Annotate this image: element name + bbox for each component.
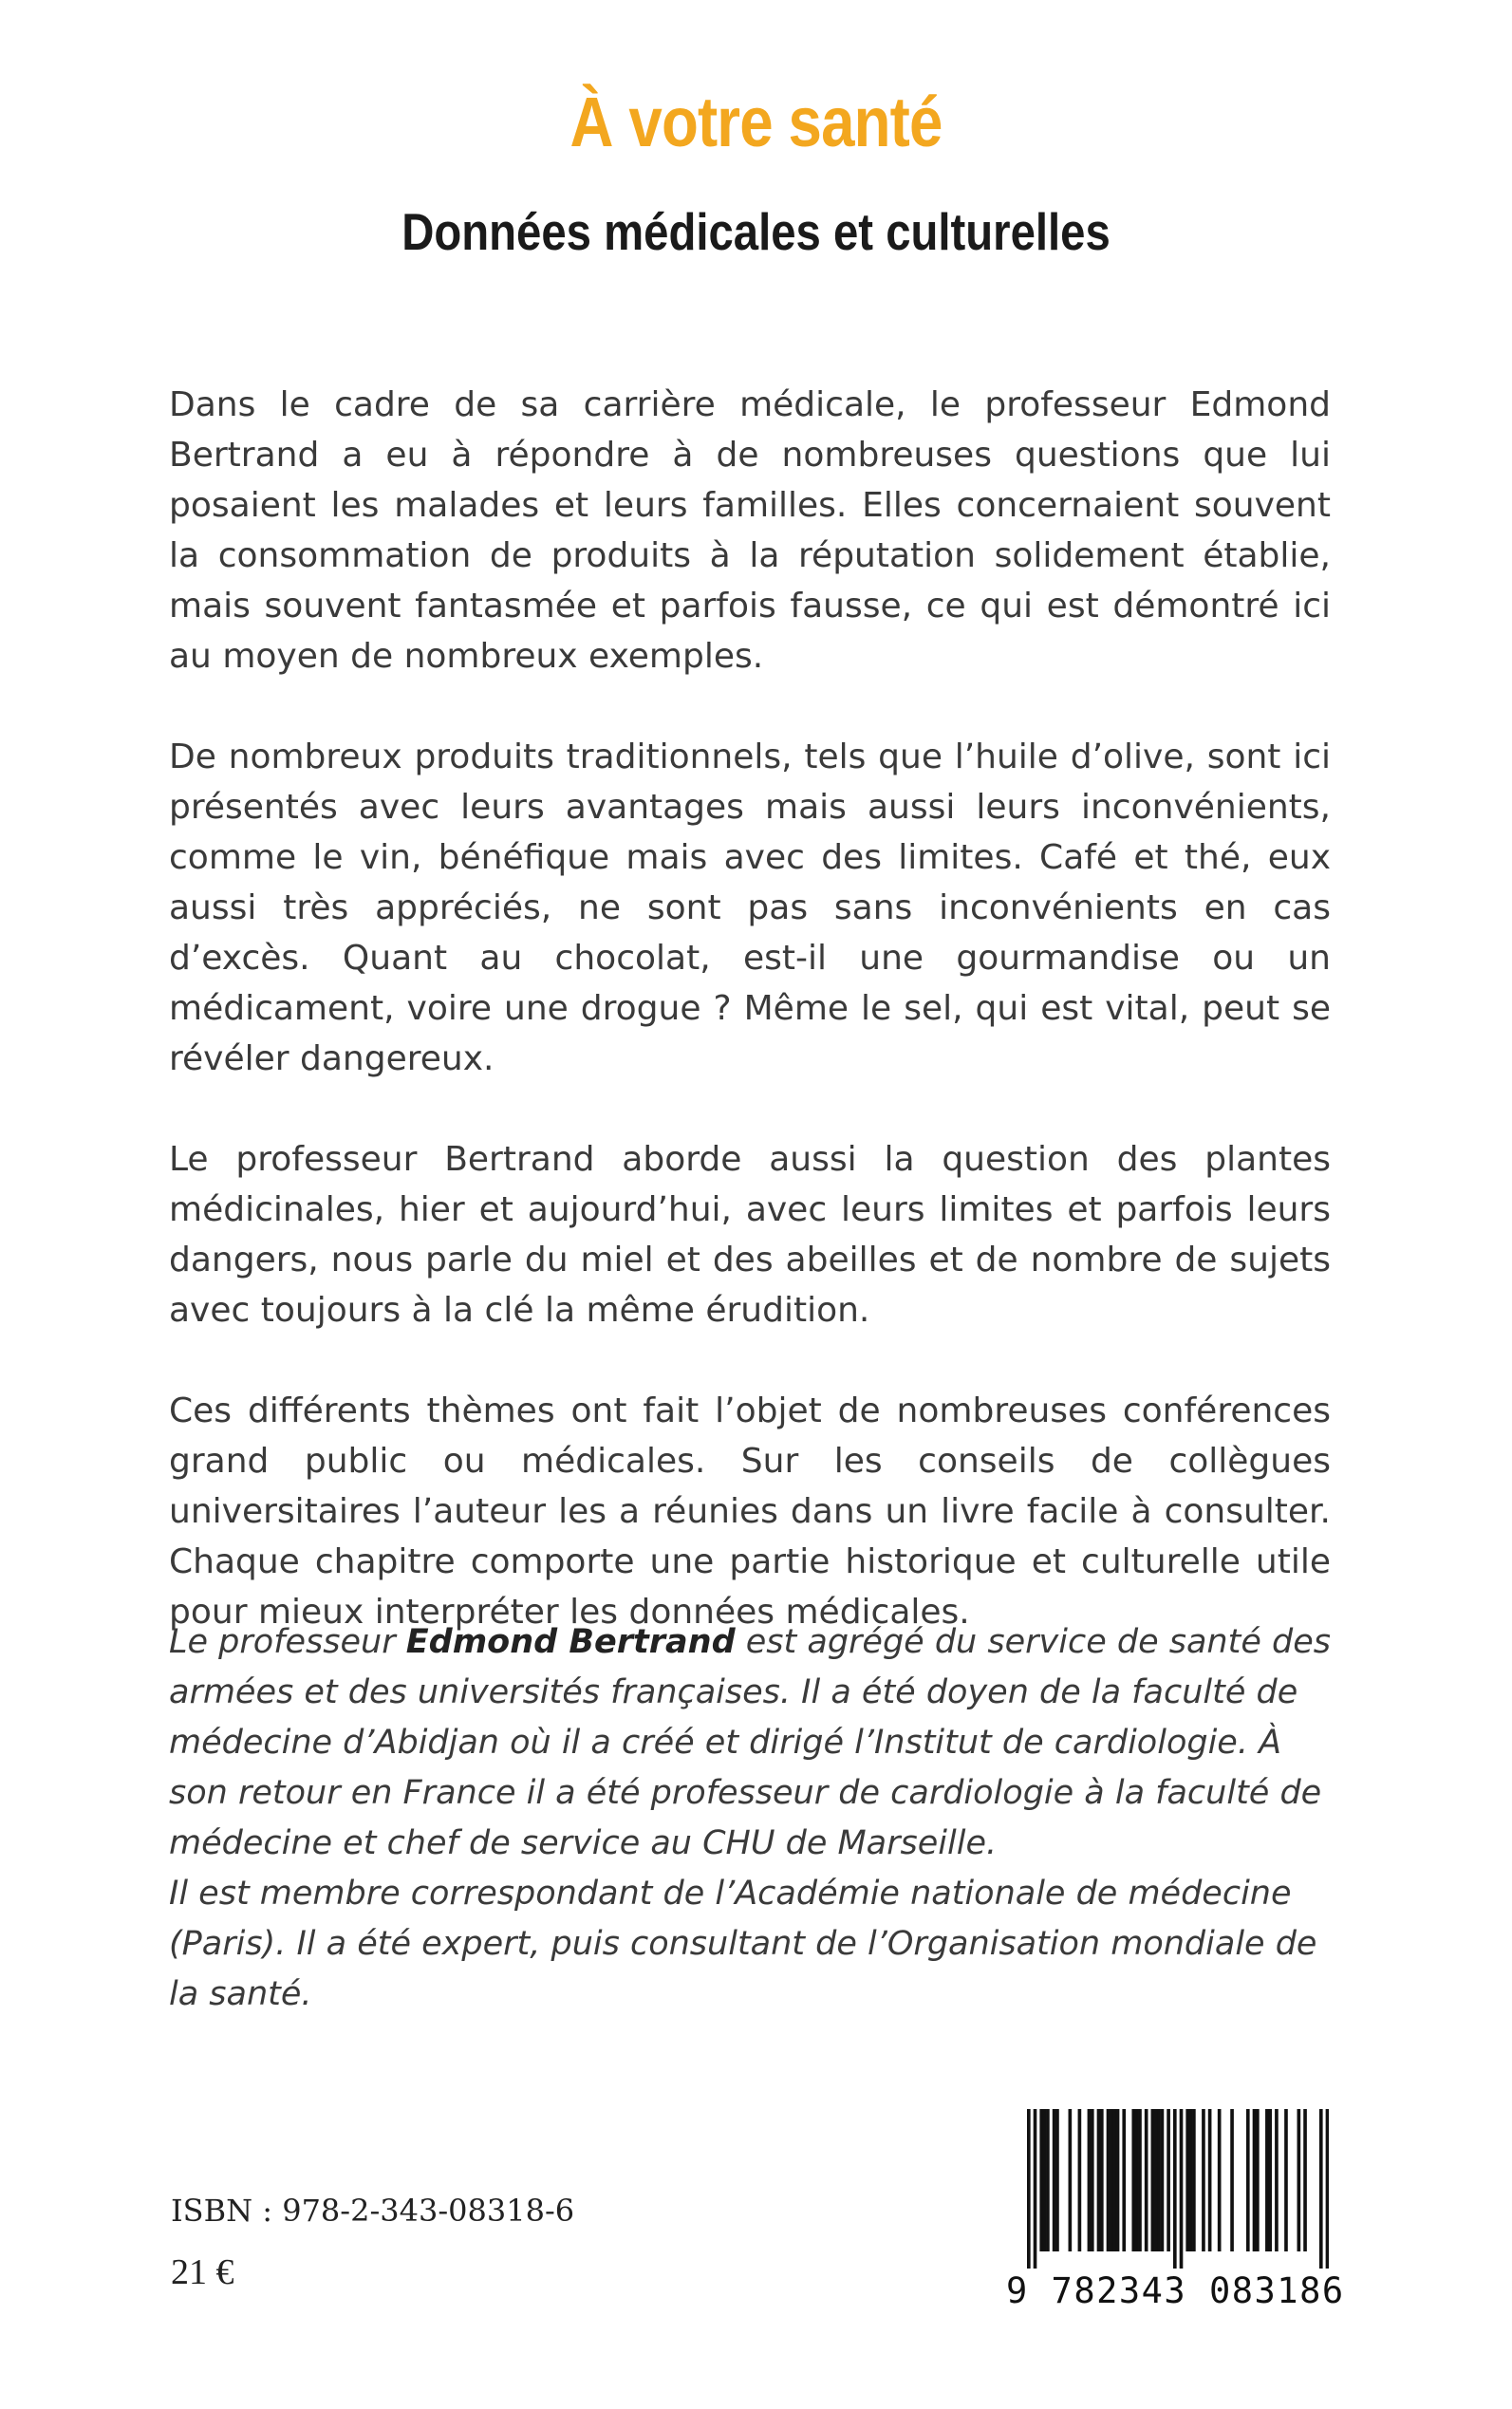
book-subtitle: Données médicales et culturelles <box>401 202 1111 261</box>
barcode-bar <box>1202 2109 1205 2251</box>
barcode-bar <box>1180 2109 1184 2269</box>
barcode-bar <box>1297 2109 1301 2251</box>
barcode-bar <box>1256 2109 1260 2251</box>
barcode-bar <box>1034 2109 1037 2269</box>
barcode-bar <box>1154 2109 1158 2251</box>
barcode-bar <box>1110 2109 1113 2251</box>
barcode-bar <box>1173 2109 1177 2269</box>
barcode-bar <box>1112 2109 1116 2251</box>
barcode-bar <box>1303 2109 1307 2251</box>
blurb-paragraph-4: Ces différents thèmes ont fait l’objet de nombreuses conférences grand public ou médicales. Sur les conseils de collègues universitaires l’auteur les a réunies dans un livre facile à consulter. Chaque chapitre comporte une partie historique et culturelle utile pour mieux interpréter les données médicales. <box>169 1391 1331 1632</box>
barcode-bar <box>1138 2109 1142 2251</box>
barcode-bar <box>1145 2109 1148 2251</box>
author-bio-paragraph-1 <box>169 1617 1331 1869</box>
bio-prefix: Le professeur <box>169 1623 406 1661</box>
author-name: Edmond Bertrand <box>405 1623 736 1661</box>
barcode-bar <box>1268 2109 1272 2251</box>
author-bio <box>169 1617 1331 2020</box>
barcode-bar <box>1246 2109 1250 2251</box>
blurb-paragraph-1: Dans le cadre de sa carrière médicale, le professeur Edmond Bertrand a eu à répondre à de nombreuses questions que lui posaient les malades et leurs familles. Elles concernaient souvent la consommation de produits à la réputation solidement établie, mais souvent fantasmée et parfois fausse, ce qui est démontré ici au moyen de nombreux exemples. <box>169 385 1331 676</box>
blurb-paragraph-3: Le professeur Bertrand aborde aussi la question des plantes médicinales, hier et aujourd’hui, avec leurs limites et parfois leurs dangers, nous parle du miel et des abeilles et de nombre de sujets avec toujours à la clé la même érudition. <box>169 1140 1331 1330</box>
barcode-bar <box>1185 2109 1189 2251</box>
barcode-bars <box>1027 2109 1329 2269</box>
barcode-bar <box>1218 2109 1222 2251</box>
barcode-bar <box>1091 2109 1094 2251</box>
barcode-bar <box>1078 2109 1082 2251</box>
barcode-bar <box>1161 2109 1165 2251</box>
barcode-bar <box>1253 2109 1257 2251</box>
barcode-bar <box>1046 2109 1050 2251</box>
barcode-bar <box>1135 2109 1139 2251</box>
barcode-bar <box>1107 2109 1111 2251</box>
barcode-bar <box>1039 2109 1043 2251</box>
barcode-bar <box>1319 2109 1323 2269</box>
barcode-bar <box>1326 2109 1329 2269</box>
author-bio-paragraph-2: Il est membre correspondant de l’Académie nationale de médecine (Paris). Il a été expert, puis consultant de l’Organisation mondiale de la santé. <box>169 1875 1317 2013</box>
barcode <box>1006 2109 1345 2316</box>
barcode-bar <box>1053 2109 1056 2251</box>
price: 21 € <box>171 2252 234 2292</box>
barcode-bar <box>1100 2109 1104 2251</box>
barcode-bar <box>1275 2109 1279 2251</box>
barcode-bar <box>1151 2109 1155 2251</box>
barcode-bar <box>1131 2109 1135 2251</box>
barcode-digits: 9 782343 083186 <box>1006 2270 1345 2311</box>
barcode-bar <box>1055 2109 1059 2251</box>
barcode-bar <box>1167 2109 1170 2251</box>
barcode-bar <box>1192 2109 1196 2251</box>
barcode-bar <box>1230 2109 1234 2251</box>
blurb <box>169 380 1331 1688</box>
barcode-bar <box>1043 2109 1047 2251</box>
barcode-bar <box>1027 2109 1031 2269</box>
blurb-paragraph-2: De nombreux produits traditionnels, tels que l’huile d’olive, sont ici présentés avec leurs avantages mais aussi leurs inconvénients, comme le vin, bénéfique mais avec des limites. Café et thé, eux aussi très appréciés, ne sont pas sans inconvénients en cas d’excès. Quant au chocolat, est-il une gourmandise ou un médicament, voire une drogue ? Même le sel, qui est vital, peut se révéler dangereux. <box>169 738 1331 1078</box>
barcode-bar <box>1189 2109 1193 2251</box>
isbn: ISBN : 978-2-343-08318-6 <box>171 2193 575 2229</box>
barcode-bar <box>1116 2109 1120 2251</box>
barcode-bar <box>1122 2109 1126 2251</box>
bio-text-1: est agrégé du service de santé des armées et des universités françaises. Il a été doyen de la faculté de médecine d’Abidjan où il a créé et dirigé l’Institut de cardiologie. À son retour en France il a été professeur de cardiologie à la faculté de médecine et chef de service au CHU de Marseille. <box>169 1623 1331 1862</box>
barcode-bar <box>1069 2109 1073 2251</box>
barcode-bar <box>1208 2109 1212 2251</box>
barcode-bar <box>1097 2109 1101 2251</box>
barcode-bar <box>1088 2109 1092 2251</box>
book-title: À votre santé <box>569 83 943 161</box>
barcode-bar <box>1157 2109 1161 2251</box>
barcode-bar <box>1284 2109 1288 2251</box>
barcode-bar <box>1265 2109 1269 2251</box>
